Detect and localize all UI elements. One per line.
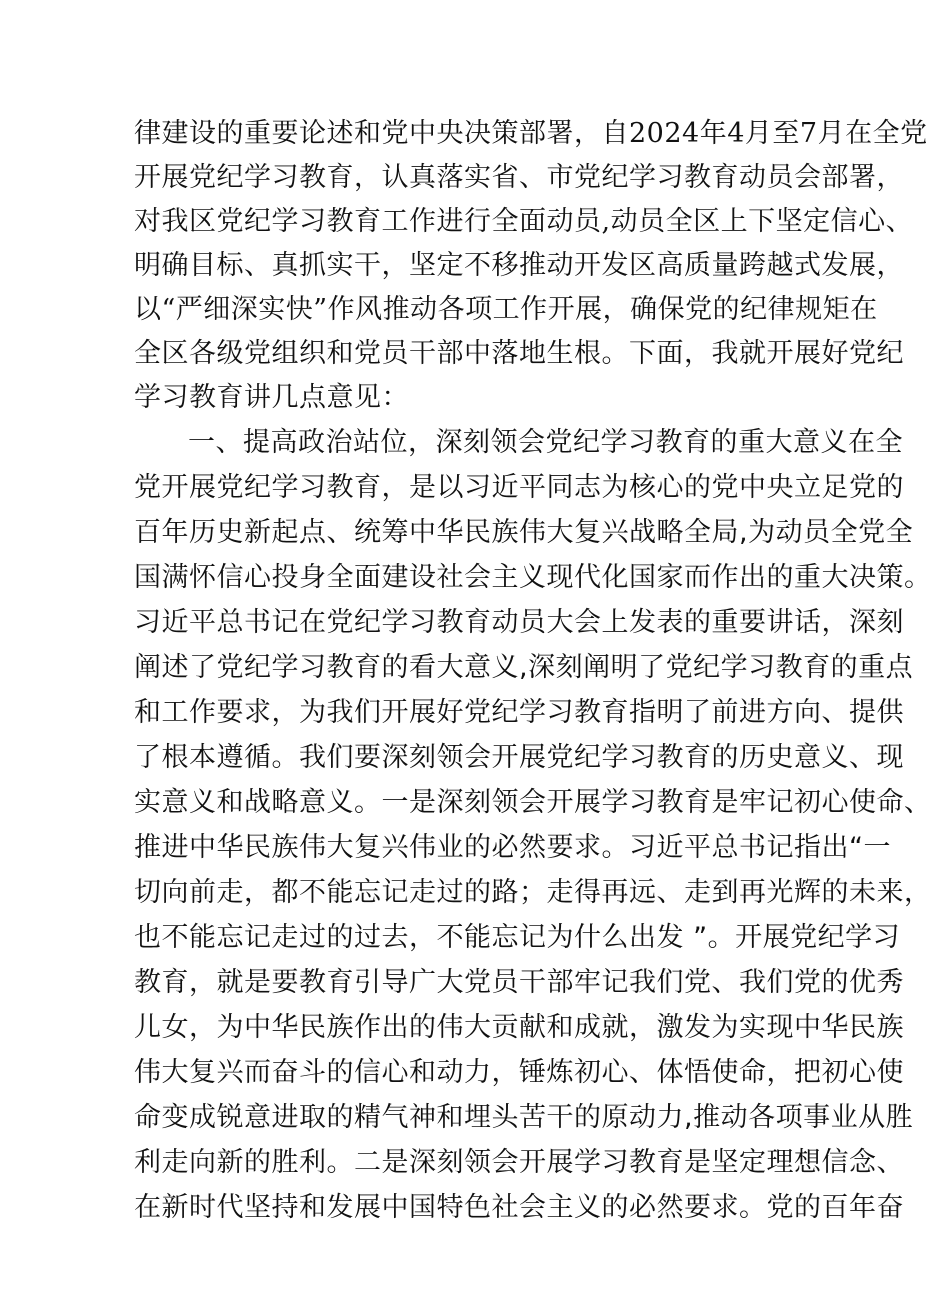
text-line: 党开展党纪学习教育，是以习近平同志为核心的党中央立足党的 bbox=[134, 472, 904, 503]
text-line: 命变成锐意进取的精气神和埋头苦干的原动力,推动各项事业从胜 bbox=[134, 1102, 914, 1133]
text-line: 在新时代坚持和发展中国特色社会主义的必然要求。党的百年奋 bbox=[134, 1192, 904, 1223]
text-line: 教育，就是要教育引导广大党员干部牢记我们党、我们党的优秀 bbox=[134, 967, 904, 998]
text-line: 了根本遵循。我们要深刻领会开展党纪学习教育的历史意义、现 bbox=[134, 742, 904, 773]
text-line: 和工作要求，为我们开展好党纪学习教育指明了前进方向、提供 bbox=[134, 697, 904, 728]
text-line: 百年历史新起点、统筹中华民族伟大复兴战略全局,为动员全党全 bbox=[134, 517, 914, 548]
text-line: 开展党纪学习教育，认真落实省、市党纪学习教育动员会部署， bbox=[134, 162, 904, 193]
text-line: 推进中华民族伟大复兴伟业的必然要求。习近平总书记指出“一 bbox=[134, 832, 891, 863]
text-line: 切向前走，都不能忘记走过的路；走得再远、走到再光辉的未来， bbox=[134, 877, 932, 908]
text-line: 儿女，为中华民族作出的伟大贡献和成就，激发为实现中华民族 bbox=[134, 1012, 904, 1043]
text-line: 学习教育讲几点意见： bbox=[134, 382, 409, 413]
text-line: 以“严细深实快”作风推动各项工作开展，确保党的纪律规矩在 bbox=[134, 294, 878, 325]
intro-paragraph bbox=[134, 112, 928, 420]
text-line: 明确目标、真抓实干，坚定不移推动开发区高质量跨越式发展， bbox=[134, 250, 904, 281]
text-line: 对我区党纪学习教育工作进行全面动员,动员全区上下坚定信心、 bbox=[134, 206, 914, 237]
section-heading-line: 一、提高政治站位，深刻领会党纪学习教育的重大意义在全 bbox=[188, 427, 903, 458]
section-one-paragraph bbox=[134, 420, 932, 1230]
text-line: 伟大复兴而奋斗的信心和动力，锤炼初心、体悟使命，把初心使 bbox=[134, 1057, 904, 1088]
text-line: 实意义和战略意义。一是深刻领会开展学习教育是牢记初心使命、 bbox=[134, 787, 932, 818]
text-line: 全区各级党组织和党员干部中落地生根。下面，我就开展好党纪 bbox=[134, 338, 904, 369]
text-line: 习近平总书记在党纪学习教育动员大会上发表的重要讲话，深刻 bbox=[134, 607, 904, 638]
text-line: 利走向新的胜利。二是深刻领会开展学习教育是坚定理想信念、 bbox=[134, 1147, 904, 1178]
text-line: 也不能忘记走过的过去，不能忘记为什么出发 ”。开展党纪学习 bbox=[134, 922, 901, 953]
text-line: 律建设的重要论述和党中央决策部署，自2024年4月至7月在全党 bbox=[134, 118, 928, 149]
text-line: 阐述了党纪学习教育的看大意义,深刻阐明了党纪学习教育的重点 bbox=[134, 652, 914, 683]
text-line: 国满怀信心投身全面建设社会主义现代化国家而作出的重大决策。 bbox=[134, 562, 932, 593]
